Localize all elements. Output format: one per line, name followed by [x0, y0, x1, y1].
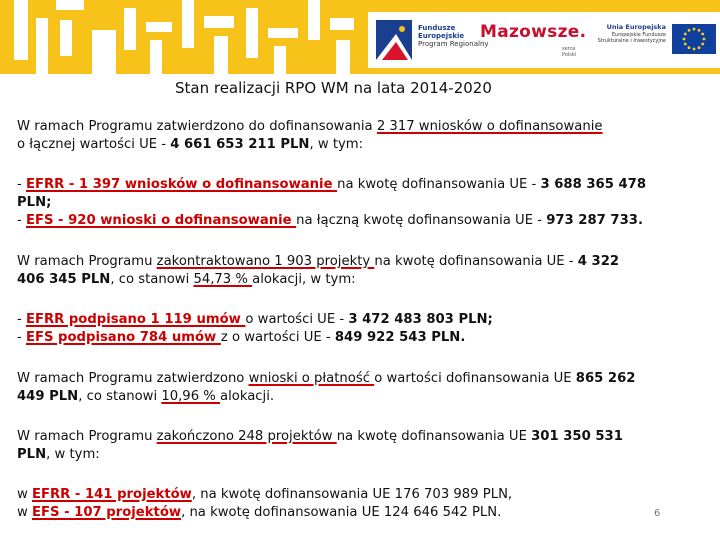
- amount: 849 922 543 PLN.: [334, 330, 466, 345]
- text: na kwotę dofinansowania UE -: [337, 177, 541, 192]
- text: W ramach Programu zatwierdzono: [17, 371, 249, 386]
- decor-shape: [124, 8, 136, 50]
- text: o łącznej wartości UE -: [17, 137, 171, 152]
- text: -: [17, 213, 26, 228]
- ue-line1: Unia Europejska: [606, 23, 666, 31]
- amount: 865 262: [575, 371, 636, 386]
- decor-shape: [56, 0, 84, 10]
- highlight-text: EFRR podpisano 1 119 umów: [25, 312, 246, 327]
- text: , w tym:: [46, 447, 100, 462]
- text: W ramach Programu: [17, 429, 157, 444]
- amount: 449 PLN: [17, 389, 79, 404]
- paragraph-funds-contracted: [17, 311, 707, 347]
- decor-shape: [14, 0, 28, 60]
- amount: 4 322: [577, 254, 620, 269]
- text: na kwotę dofinansowania UE: [336, 429, 532, 444]
- highlight-text: EFS podpisano 784 umów: [25, 330, 221, 345]
- decor-shape: [336, 40, 350, 74]
- decor-shape: [214, 36, 228, 74]
- amount: 4 661 653 211 PLN: [170, 137, 310, 152]
- paragraph-funds-completed: [17, 486, 707, 522]
- text: -: [17, 177, 26, 192]
- text: alokacji.: [220, 389, 275, 404]
- text: na łączną kwotę dofinansowania UE -: [296, 213, 547, 228]
- ue-line3: Strukturalne i Inwestycyjne: [597, 37, 666, 44]
- highlight-text: zakończono 248 projektów: [156, 429, 337, 444]
- decor-shape: [204, 16, 234, 28]
- fe-line1: Fundusze: [418, 24, 456, 32]
- text: alokacji, w tym:: [252, 272, 356, 287]
- amount: 406 345 PLN: [17, 272, 111, 287]
- paragraph-contracted: [17, 253, 707, 289]
- fe-line3: Program Regionalny: [418, 40, 489, 48]
- paragraph-completed: [17, 428, 707, 464]
- text: -: [17, 330, 26, 345]
- fe-line2: Europejskie: [418, 32, 465, 40]
- text: , na kwotę dofinansowania UE 124 646 542 PLN.: [181, 505, 502, 520]
- decor-shape: [60, 20, 72, 56]
- decor-shape: [182, 0, 194, 48]
- decor-shape: [274, 46, 286, 74]
- paragraph-payments: [17, 370, 707, 406]
- decor-shape: [150, 40, 162, 74]
- highlight-text: EFS - 920 wnioski o dofinansowanie: [25, 213, 297, 228]
- highlight-text: wnioski o płatność: [248, 371, 375, 386]
- highlight-text: 54,73 %: [193, 272, 253, 287]
- decor-shape: [330, 18, 354, 30]
- mazowsze-tagline: serce Polski: [562, 46, 577, 58]
- amount: 301 350 531: [531, 429, 623, 444]
- text: W ramach Programu zatwierdzono do dofinansowania: [17, 119, 377, 134]
- text: , w tym:: [309, 137, 364, 152]
- text: o wartości dofinansowania UE: [374, 371, 576, 386]
- amount: 973 287 733.: [546, 213, 643, 228]
- text: w: [17, 487, 32, 502]
- text: z o wartości UE -: [220, 330, 335, 345]
- fundusze-europejskie-icon: [376, 20, 412, 60]
- decor-shape: [268, 28, 298, 38]
- logo-strip: [368, 12, 720, 68]
- decor-shape: [36, 18, 48, 74]
- highlight-text: EFRR - 1 397 wniosków o dofinansowanie: [25, 177, 338, 192]
- amount: 3 472 483 803 PLN;: [348, 312, 493, 327]
- paragraph-approved: [17, 118, 707, 154]
- page-title: Stan realizacji RPO WM na lata 2014-2020: [175, 79, 492, 97]
- text: o wartości UE -: [245, 312, 349, 327]
- highlight-text: 2 317 wniosków o dofinansowanie: [376, 119, 603, 134]
- page-number: 6: [654, 508, 661, 519]
- decor-shape: [246, 8, 258, 58]
- highlight-text: 10,96 %: [161, 389, 220, 404]
- mazowsze-logo: [478, 18, 588, 62]
- amount: PLN;: [17, 195, 52, 210]
- decor-shape: [146, 22, 172, 32]
- text: -: [17, 312, 26, 327]
- text: na kwotę dofinansowania UE -: [374, 254, 578, 269]
- decor-shape: [308, 0, 320, 40]
- text: , na kwotę dofinansowania UE 176 703 989 PLN,: [191, 487, 513, 502]
- decor-shape: [92, 30, 116, 74]
- text: w: [17, 505, 32, 520]
- text: , co stanowi: [110, 272, 194, 287]
- highlight-text: zakontraktowano 1 903 projekty: [156, 254, 375, 269]
- mazowsze-wordmark: Mazowsze.: [480, 22, 587, 42]
- text: W ramach Programu: [17, 254, 157, 269]
- ue-line2: Europejskie Fundusze: [611, 31, 666, 38]
- unia-europejska-logo: [588, 22, 718, 62]
- amount: PLN: [17, 447, 47, 462]
- text: , co stanowi: [78, 389, 162, 404]
- amount: 3 688 365 478: [540, 177, 647, 192]
- paragraph-funds-approved: [17, 176, 707, 230]
- eu-flag-icon: [672, 24, 716, 54]
- highlight-text: EFS - 107 projektów: [31, 505, 182, 520]
- highlight-text: EFRR - 141 projektów: [31, 487, 192, 502]
